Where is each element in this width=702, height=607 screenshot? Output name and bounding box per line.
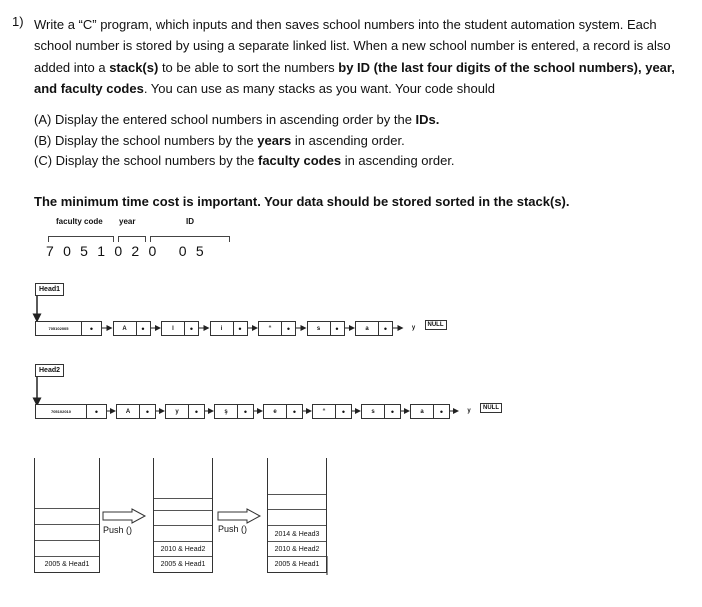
option-c-text: (C) Display the school numbers by the [34,153,258,168]
stack-row-empty [154,525,212,542]
node-pointer: • [189,323,194,334]
list-node-last [404,321,424,334]
label-faculty-code: faculty code [56,217,103,226]
list-node [161,321,199,336]
node-pointer: • [145,406,150,417]
node-pointer: • [194,406,199,417]
node-value: l [162,322,185,335]
para-text-2: to be able to sort the numbers [158,59,339,75]
stack-3 [267,458,327,573]
question-number: 1) [12,14,24,29]
para-text-3: . You can use as many stacks as you want. Your code should [143,80,496,96]
list-node [214,404,254,419]
list-node-last [459,404,479,417]
label-year: year [119,217,136,226]
list-node [263,404,303,419]
label-id: ID [186,217,194,226]
school-number-digits: 7051020 05 [46,243,213,259]
node-pointer: • [243,406,248,417]
stack-item: 2005 & Head1 [154,556,212,572]
node-pointer: • [335,323,339,334]
list-node [116,404,156,419]
stack-row-empty [35,540,99,557]
null-terminator: NULL [425,320,447,330]
list-node [355,321,393,336]
stack-row-empty [35,524,99,541]
stack-2 [153,458,213,573]
node-pointer: • [141,323,145,334]
para-bold-1: stack(s) [109,59,159,75]
node-value: 705102005 [36,322,82,335]
head1-label: Head1 [35,283,64,296]
list-node [113,321,151,336]
stack-row-empty [35,508,99,525]
option-b-bold: years [257,132,292,148]
node-value: ‘‘ [313,405,336,418]
list-node-first [35,321,102,336]
stack-item: 2010 & Head2 [268,541,326,557]
option-c-post: in ascending order. [341,153,455,168]
min-cost-note: The minimum time cost is important. Your data should be stored sorted in the stack(s). [34,194,570,209]
node-pointer: • [238,323,242,334]
node-value: y [411,324,416,331]
head2-label: Head2 [35,364,64,377]
node-value: ş [215,405,238,418]
option-a-text: (A) Display the entered school numbers in ascending order by the [34,112,416,127]
push-label-2: Push () [218,524,248,534]
option-a-bold: IDs. [415,112,440,127]
node-value: ‘‘ [259,322,282,335]
node-value: A [117,405,140,418]
node-pointer: • [341,406,346,417]
stack-item: 2014 & Head3 [268,525,326,542]
node-pointer: • [390,406,395,417]
node-value: 705102010 [36,405,87,418]
node-value: A [114,322,137,335]
para-bold-2: by ID (the last four digits of the school numbers), year, and faculty codes [34,59,675,96]
stack-item: 2005 & Head1 [35,556,99,572]
list-node [165,404,205,419]
stack-item: 2005 & Head1 [268,556,326,572]
option-b-text: (B) Display the school numbers by the [34,132,258,148]
node-pointer: • [94,406,99,417]
node-value: e [264,405,287,418]
node-pointer: • [439,406,444,417]
list-node [361,404,401,419]
list-node [312,404,352,419]
node-value: a [411,405,434,418]
list-node [307,321,345,336]
null-terminator: NULL [480,403,502,413]
node-pointer: • [383,323,388,334]
list-node-first [35,404,107,419]
node-pointer: • [292,406,297,417]
node-value: i [211,322,234,335]
node-pointer: • [286,323,291,334]
para-text-1: Write a “C” program, which inputs and then saves school numbers into the student automation system. Each school number is stored by using a separate linked list. When a new school number is entered, a record is also added into a [34,17,671,75]
stack-row-empty [268,494,326,510]
stack-row-empty [268,509,326,526]
node-value: a [356,322,379,335]
list-node [210,321,248,336]
node-value: y [467,407,471,414]
list-node [258,321,296,336]
option-b-post: in ascending order. [291,132,405,148]
node-value: s [362,405,385,418]
stack-row-empty [154,510,212,526]
node-value: y [166,405,189,418]
node-value: s [308,322,331,335]
stack-item: 2010 & Head2 [154,541,212,557]
stack-1 [34,458,100,573]
node-pointer: • [89,323,94,334]
push-label-1: Push () [103,525,133,535]
option-c-bold: faculty codes [257,153,342,168]
list-node [410,404,450,419]
